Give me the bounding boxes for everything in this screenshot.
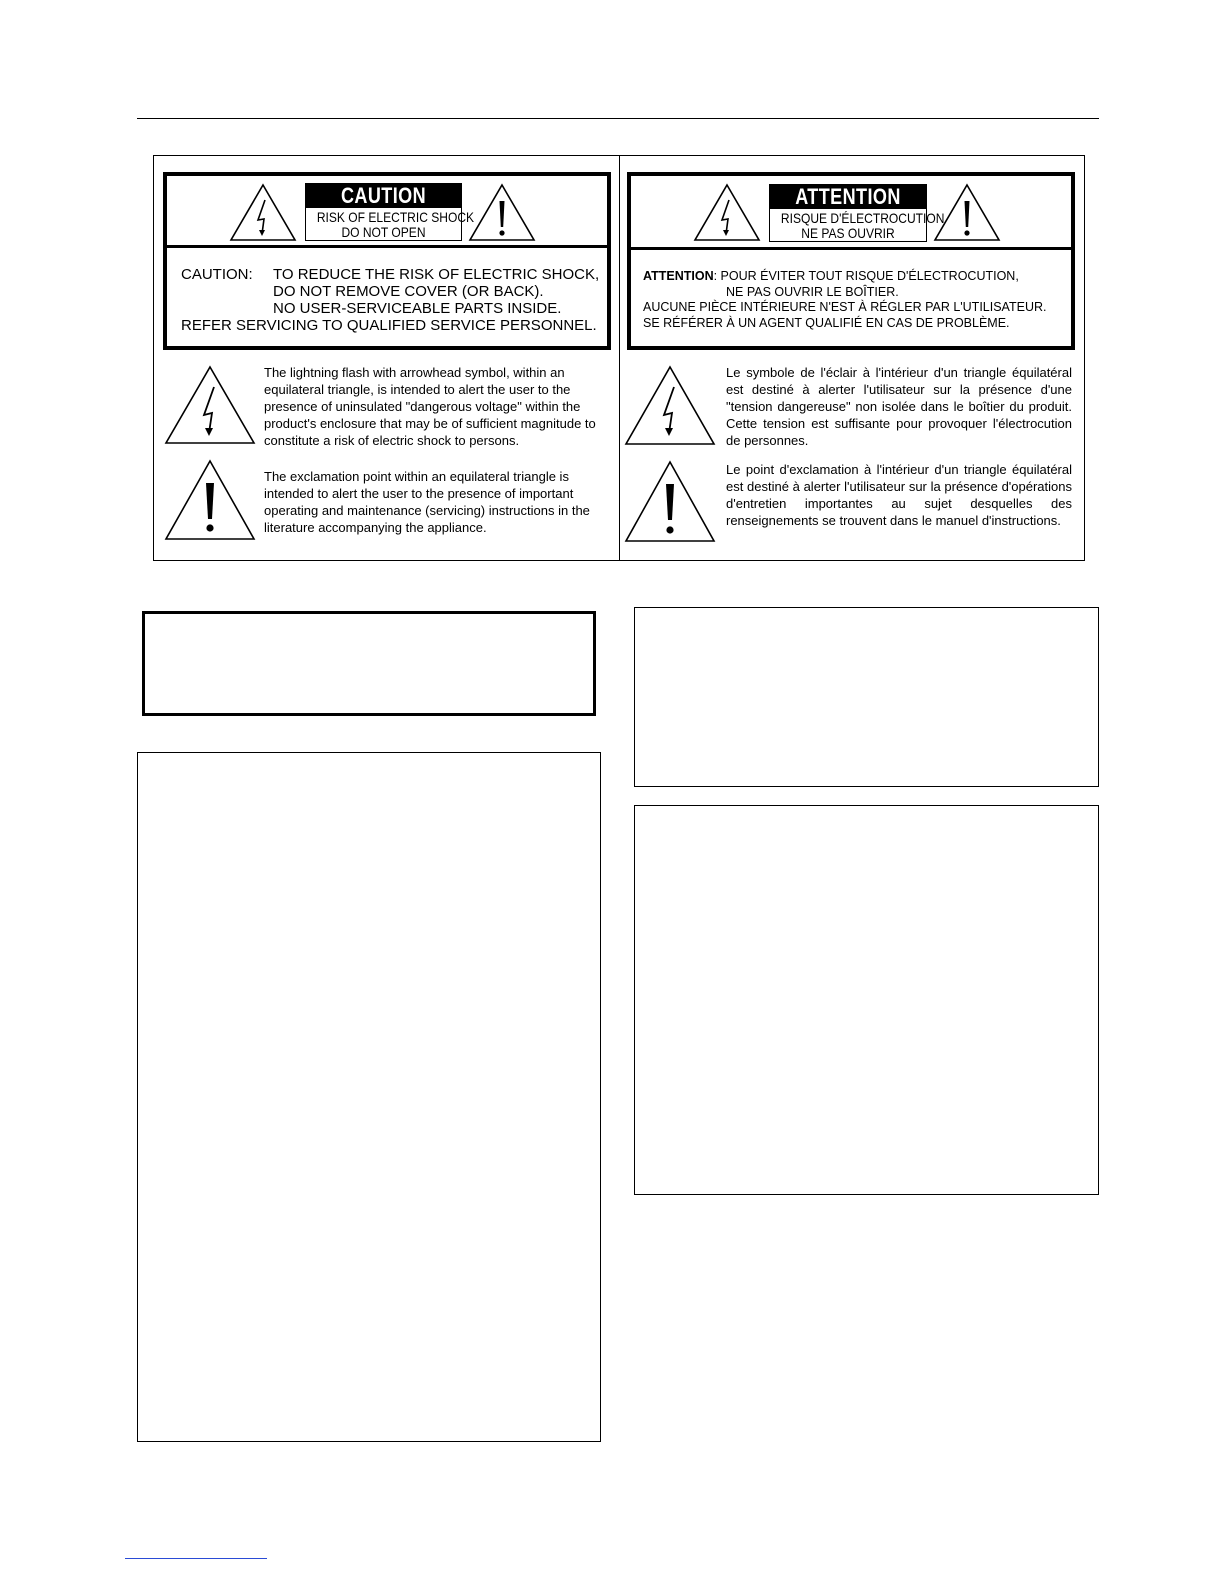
caution-caption bbox=[305, 183, 475, 241]
attention-line-2: NE PAS OUVRIR LE BOÎTIER. bbox=[726, 285, 899, 299]
caution-line-2: DO NOT REMOVE COVER (OR BACK). bbox=[273, 283, 544, 300]
exclamation-symbol-description: The exclamation point within an equilateral triangle is intended to alert the user to the presence of important operating and maintenance (servicing) instructions in the literature accompanying the appliance. bbox=[264, 469, 590, 535]
attention-heading: ATTENTION bbox=[784, 185, 912, 209]
attention-subline-2: NE PAS OUVRIR bbox=[801, 225, 895, 241]
attention-line-4: SE RÉFÉRER À UN AGENT QUALIFIÉ EN CAS DE PROBLÈME. bbox=[643, 316, 1010, 330]
notice-box-left-top bbox=[142, 611, 596, 716]
caution-heading: CAUTION bbox=[320, 184, 447, 208]
notice-box-right-main bbox=[634, 805, 1099, 1195]
lightning-warning-icon-fr bbox=[693, 183, 761, 242]
attention-subline-1: RISQUE D'ÉLECTROCUTION bbox=[780, 210, 945, 226]
lightning-symbol-description: The lightning flash with arrowhead symbol, within an equilateral triangle, is intended to alert the user to the presence of uninsulated "dangerous voltage" within the product's enclosure that may be of sufficient magnitude to constitute a risk of electric shock to persons. bbox=[264, 365, 596, 448]
lightning-symbol-icon-fr bbox=[624, 365, 716, 446]
attention-prefix: ATTENTION bbox=[643, 269, 714, 283]
notice-box-left-main bbox=[137, 752, 601, 1442]
caution-subline-1: RISK OF ELECTRIC SHOCK bbox=[316, 209, 475, 225]
footer-rule bbox=[125, 1558, 267, 1559]
caution-prefix: CAUTION: bbox=[181, 266, 253, 283]
attention-line-1-rest: : POUR ÉVITER TOUT RISQUE D'ÉLECTROCUTION, bbox=[713, 269, 1019, 283]
attention-line-3: AUCUNE PIÈCE INTÉRIEURE N'EST À RÉGLER PAR L'UTILISATEUR. bbox=[643, 300, 1047, 314]
lightning-warning-icon bbox=[229, 183, 297, 242]
exclamation-symbol-description-fr: Le point d'exclamation à l'intérieur d'un triangle équilatéral est destiné à alerter l'utilisateur sur la présence d'opérations d'entretien importantes au sujet desquelles des renseignements se trouvent dans le manuel d'instructions. bbox=[726, 462, 1072, 528]
header-rule bbox=[137, 118, 1099, 119]
attention-caption bbox=[769, 184, 945, 242]
exclamation-symbol-icon-fr bbox=[624, 460, 716, 543]
panel-divider bbox=[619, 155, 620, 561]
caution-subline-2: DO NOT OPEN bbox=[341, 224, 426, 240]
exclamation-warning-icon bbox=[468, 183, 536, 242]
lightning-symbol-icon bbox=[164, 365, 256, 445]
caution-line-4: REFER SERVICING TO QUALIFIED SERVICE PERSONNEL. bbox=[181, 317, 597, 334]
attention-label-divider bbox=[631, 247, 1071, 250]
attention-line-1 bbox=[643, 269, 1019, 285]
caution-label-divider bbox=[167, 245, 607, 248]
notice-box-right-top bbox=[634, 607, 1099, 787]
exclamation-symbol-icon bbox=[164, 459, 256, 541]
caution-line-1: TO REDUCE THE RISK OF ELECTRIC SHOCK, bbox=[273, 266, 600, 283]
caution-line-3: NO USER-SERVICEABLE PARTS INSIDE. bbox=[273, 300, 562, 317]
exclamation-warning-icon-fr bbox=[933, 183, 1001, 242]
lightning-symbol-description-fr: Le symbole de l'éclair à l'intérieur d'un triangle équilatéral est destiné à alerter l'utilisateur sur la présence d'une "tension dangereuse" non isolée dans le boîtier du produit. Cette tension est suffisante pour provoquer l'électrocution de personnes. bbox=[726, 365, 1072, 448]
